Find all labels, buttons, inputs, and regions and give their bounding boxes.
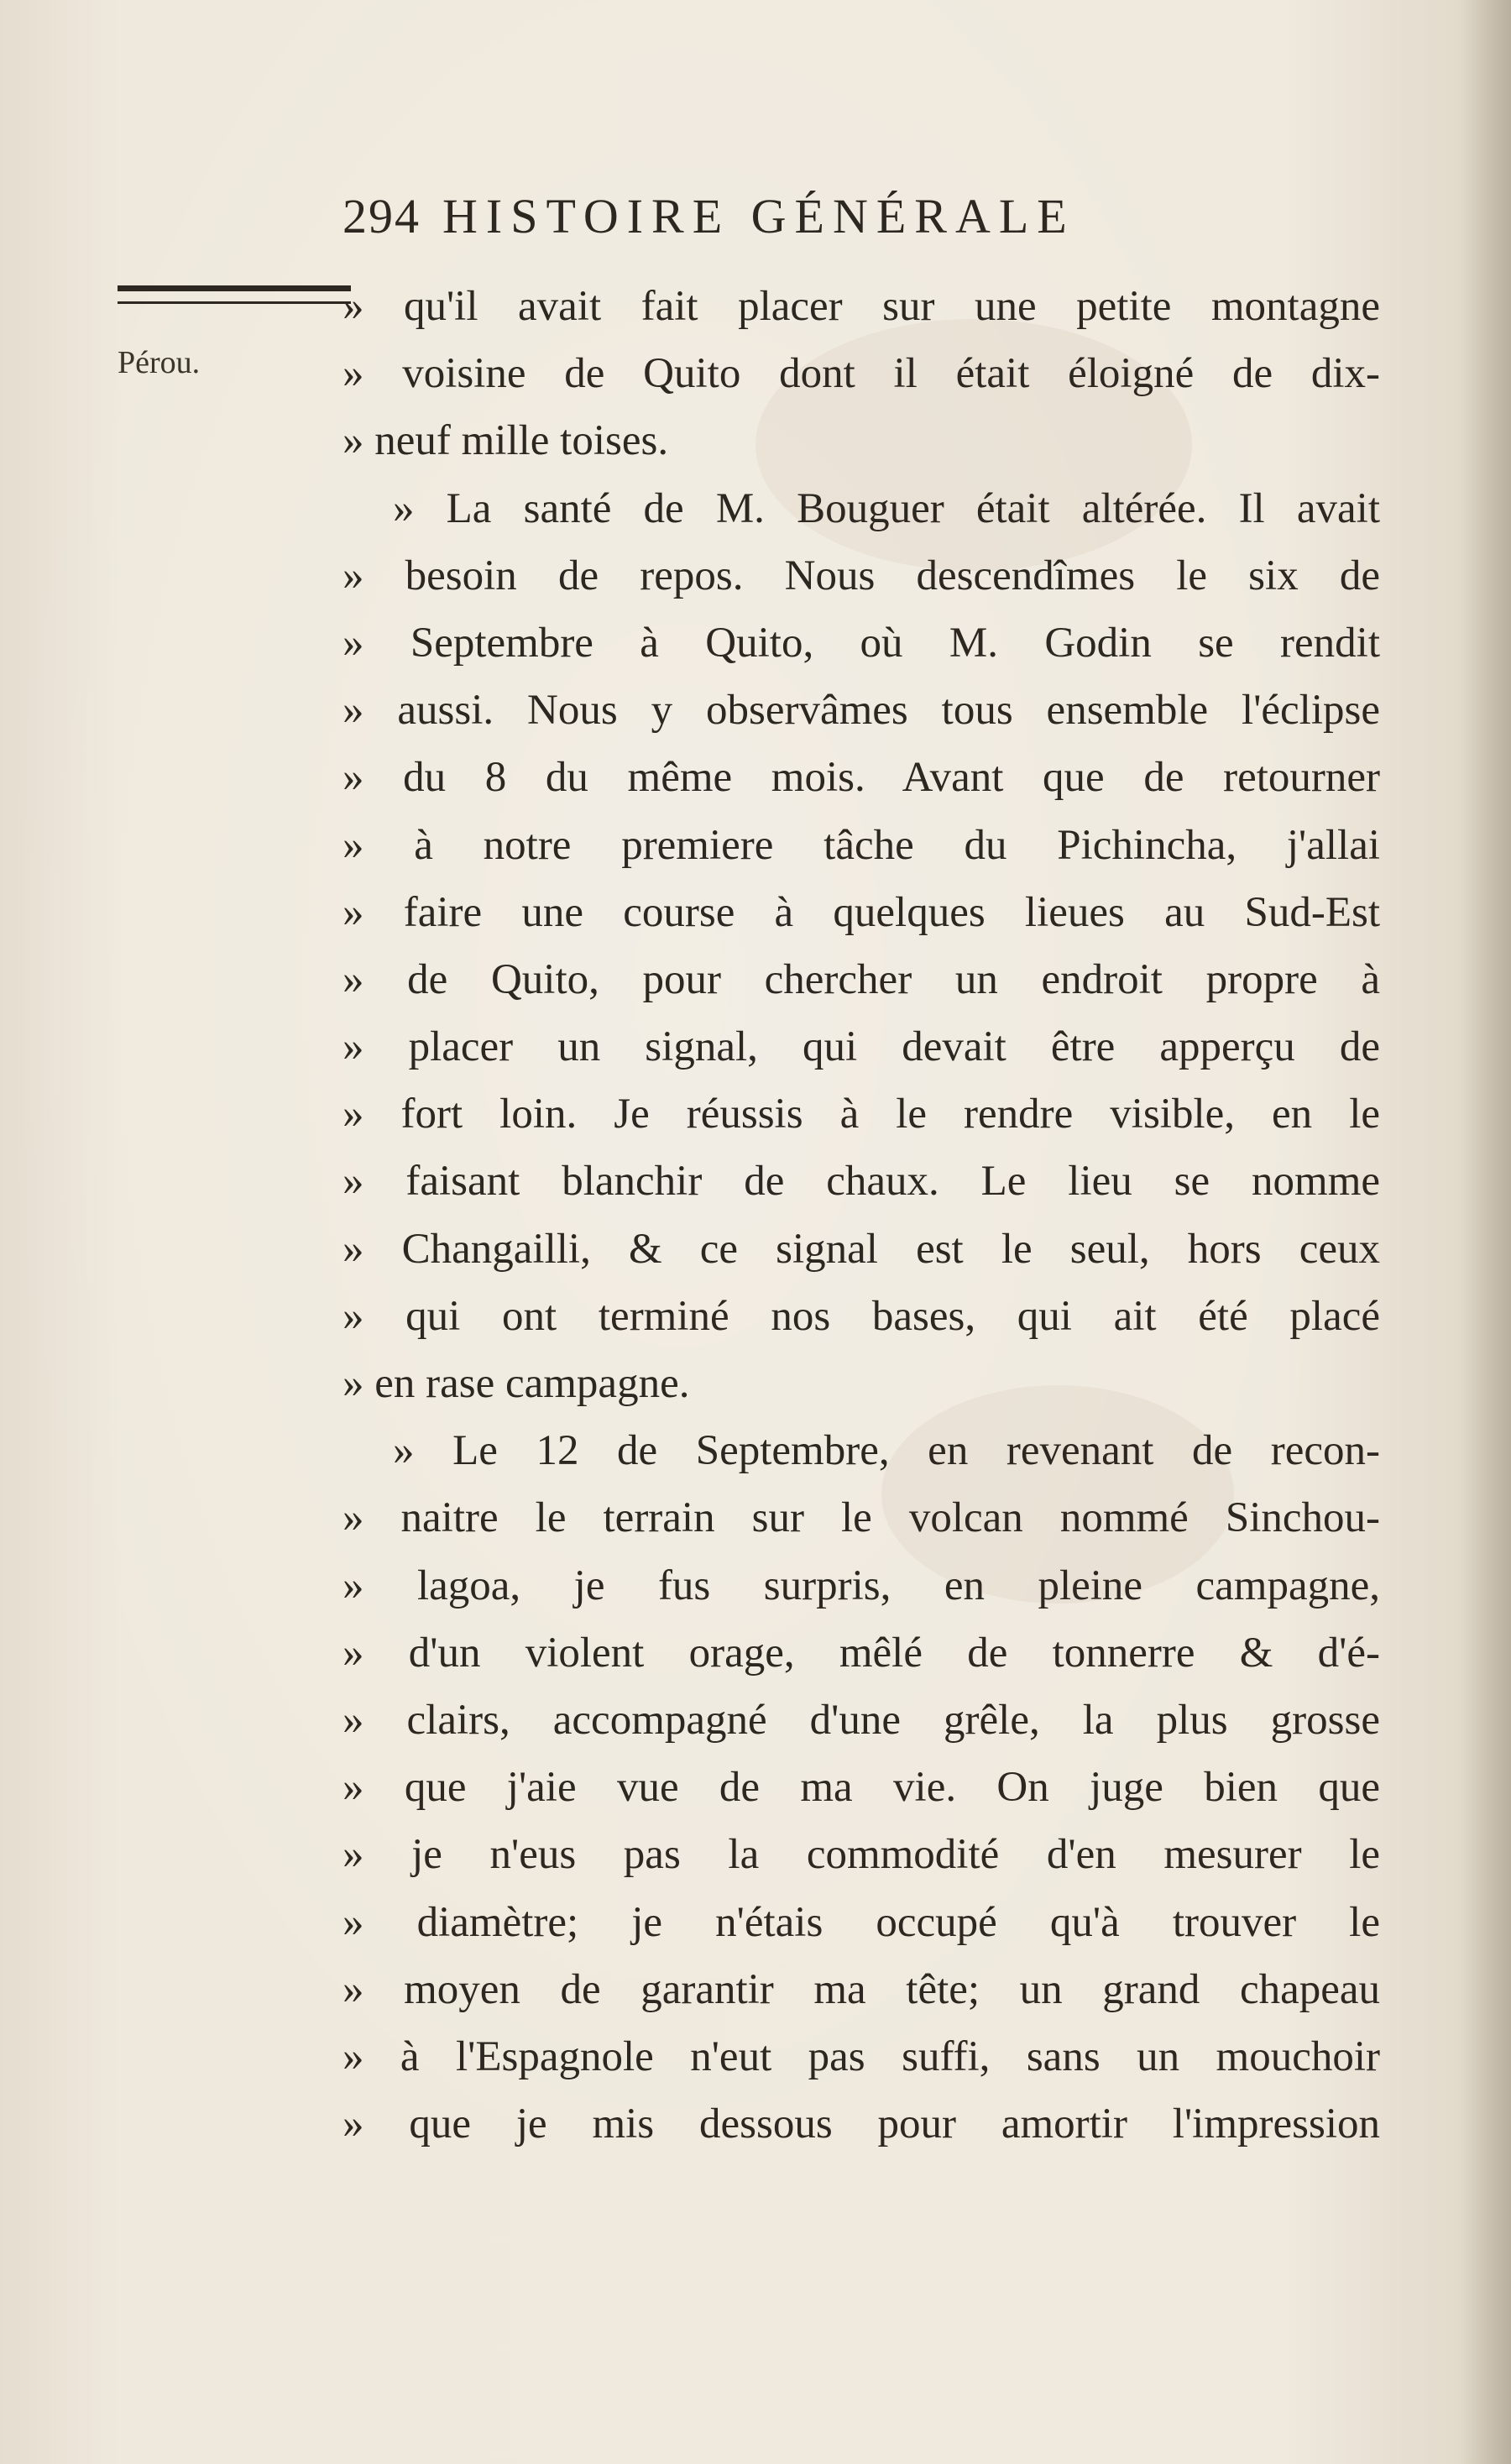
text-line: » faire une course à quelques lieues au Sud-Est: [342, 888, 1380, 936]
margin-note: Pérou.: [118, 345, 201, 380]
text-line: » naitre le terrain sur le volcan nommé Sinchou-: [342, 1494, 1380, 1542]
text-line: » de Quito, pour chercher un endroit propre à: [342, 955, 1380, 1003]
text-line: » La santé de M. Bouguer était altérée. Il avait: [393, 484, 1380, 532]
text-line: » fort loin. Je réussis à le rendre visible, en le: [342, 1091, 1380, 1138]
text-line: » que je mis dessous pour amortir l'impression: [342, 2100, 1380, 2148]
text-line: » en rase campagne.: [342, 1360, 690, 1407]
spine-shadow: [1461, 0, 1511, 2464]
text-line: » lagoa, je fus surpris, en pleine campagne,: [342, 1562, 1380, 1609]
text-line: » je n'eus pas la commodité d'en mesurer le: [342, 1831, 1380, 1879]
text-line: » besoin de repos. Nous descendîmes le six de: [342, 552, 1380, 599]
running-head: [342, 188, 1291, 244]
page-number: 294: [342, 189, 421, 243]
text-line: » voisine de Quito dont il était éloigné de dix-: [342, 350, 1380, 398]
text-line: » Changailli, & ce signal est le seul, hors ceux: [342, 1225, 1380, 1273]
text-line: » faisant blanchir de chaux. Le lieu se nomme: [342, 1158, 1380, 1206]
running-title: HISTOIRE GÉNÉRALE: [442, 189, 1075, 243]
text-line: » d'un violent orage, mêlé de tonnerre & d'é-: [342, 1629, 1380, 1677]
text-line: » moyen de garantir ma tête; un grand chapeau: [342, 1965, 1380, 2013]
text-line: » à notre premiere tâche du Pichincha, j'allai: [342, 821, 1380, 869]
text-line: » clairs, accompagné d'une grêle, la plus grosse: [342, 1696, 1380, 1744]
text-line: » qu'il avait fait placer sur une petite montagne: [342, 283, 1380, 330]
text-line: » placer un signal, qui devait être apperçu de: [342, 1023, 1380, 1071]
text-line: » aussi. Nous y observâmes tous ensemble l'éclipse: [342, 687, 1380, 735]
text-line: » à l'Espagnole n'eut pas suffi, sans un mouchoir: [342, 2032, 1380, 2080]
body-text: [342, 273, 1380, 2158]
text-line: » du 8 du même mois. Avant que de retourner: [342, 754, 1380, 802]
margin-rule: [118, 285, 351, 304]
text-line: » qui ont terminé nos bases, qui ait été placé: [342, 1292, 1380, 1340]
text-line: » Le 12 de Septembre, en revenant de recon-: [393, 1427, 1380, 1475]
text-line: » que j'aie vue de ma vie. On juge bien que: [342, 1764, 1380, 1812]
text-line: » Septembre à Quito, où M. Godin se rendit: [342, 619, 1380, 667]
text-line: » neuf mille toises.: [342, 417, 669, 465]
text-line: » diamètre; je n'étais occupé qu'à trouver le: [342, 1898, 1380, 1946]
